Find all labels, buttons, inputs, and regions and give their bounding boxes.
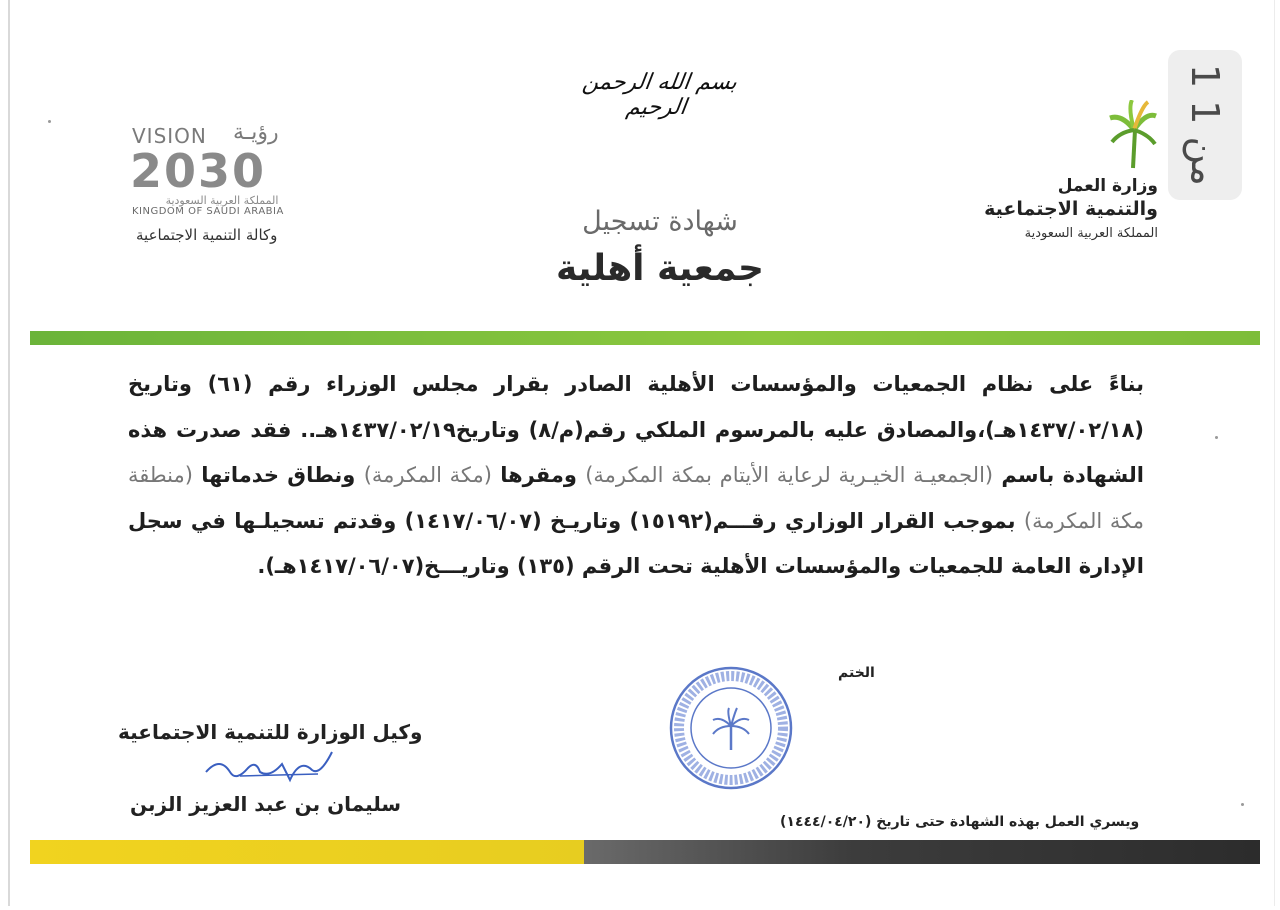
organization-name: (الجمعيـة الخيـرية لرعاية الأيتام بمكة المكرمة) [585, 463, 994, 487]
ministry-name-line1: وزارة العمل [1057, 176, 1158, 196]
palm-logo-icon [1108, 100, 1158, 170]
vision-year: 2030 [130, 144, 267, 198]
validity-note: ويسري العمل بهذه الشهادة حتى تاريخ (١٤٤٤/٠٤/٢٠) [780, 814, 1140, 830]
ministry-name-line2: والتنمية الاجتماعية [984, 198, 1158, 220]
body-part-3: ونطاق خدماتها [192, 463, 364, 487]
certificate-title: جمعية أهلية [556, 248, 764, 289]
seal-label: الختم [838, 665, 875, 681]
certificate-body [128, 362, 1144, 590]
signatory-name: سليمان بن عبد العزيز الزبن [130, 792, 402, 816]
headquarters: (مكة المكرمة) [363, 463, 492, 487]
certificate-subtitle: شهادة تسجيل [582, 206, 738, 237]
vision-label-ar: رؤيـة [233, 120, 279, 145]
official-stamp-icon [667, 664, 795, 792]
body-part-1: بناءً على نظام الجمعيات والمؤسسات الأهلية الصادر بقرار مجلس الوزراء رقم (٦١) وتاريخ (١٤٣٧/٠٢/١٨هـ)،والمصادق عليه بالمرسوم الملكي رقم(م/٨) وتاريخ١٤٣٧/٠٢/١٩هـ.. فقد صدرت هذه الشهادة باسم [128, 372, 1145, 487]
basmala: بسم الله الرحمن الرحيم [580, 70, 739, 120]
vision-label-en: VISION [132, 124, 207, 148]
signatory-title: وكيل الوزارة للتنمية الاجتماعية [118, 720, 423, 744]
page-counter-badge [1168, 50, 1242, 200]
agency-name: وكالة التنمية الاجتماعية [136, 226, 278, 244]
scan-dot [1215, 436, 1218, 439]
scan-dot [48, 120, 51, 123]
service-scope: (منطقة مكة المكرمة) [128, 463, 1144, 533]
footer-bar [30, 840, 1260, 864]
body-part-2: ومقرها [491, 463, 586, 487]
signature-icon [200, 742, 340, 792]
footer-yellow-band [30, 840, 584, 864]
page-counter-text: 1 من 1 [1183, 64, 1227, 186]
vision-country-en: KINGDOM OF SAUDI ARABIA [132, 206, 284, 217]
green-divider [30, 331, 1260, 345]
vision-country-ar: المملكة العربية السعودية [165, 194, 279, 207]
ministry-country: المملكة العربية السعودية [1024, 226, 1158, 241]
body-part-4: بموجب القرار الوزاري رقـــم(١٥١٩٢) وتاريـخ (١٤١٧/٠٦/٠٧) وقدتم تسجيلـها في سجل الإدارة العامة للجمعيات والمؤسسات الأهلية تحت الرقم (١٣٥) وتاريـــخ(١٤١٧/٠٦/٠٧هـ). [128, 508, 1144, 578]
scan-dot [1241, 803, 1244, 806]
footer-dark-band [584, 840, 1261, 864]
